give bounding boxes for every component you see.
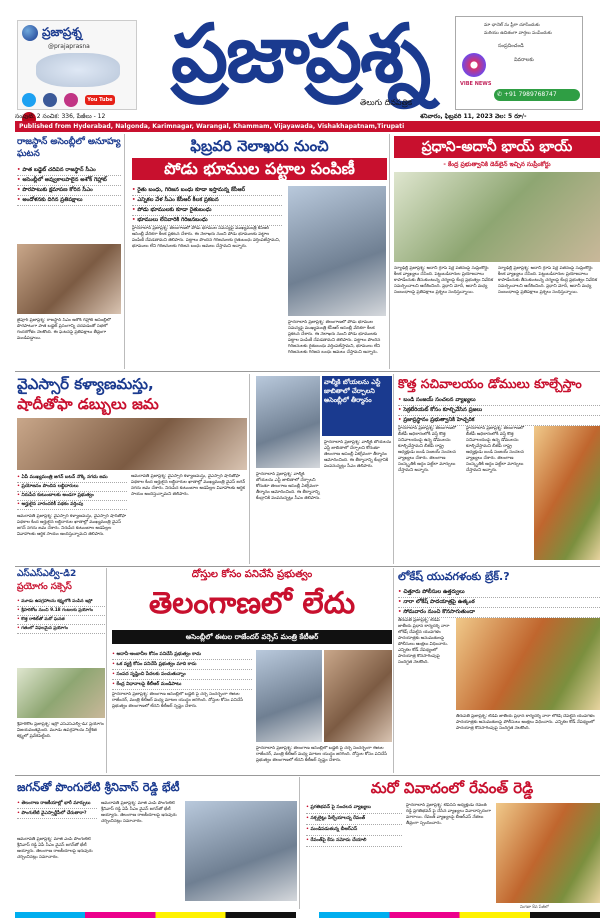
ad-line-3: సంప్రదించండి <box>498 43 524 49</box>
bullet-item: • శ్రీహరికోట నుంచి 9.18 గంటలకు ప్రయోగం <box>17 607 105 616</box>
handle-text: @prajaprasna <box>48 43 90 50</box>
bullet-item: • పోడు భూములకు కూడా రైతుబంధు <box>132 206 282 216</box>
bullet-item: • సోమవారం నుంచి కొనసాగుతుందా <box>398 608 600 618</box>
date-line: శనివారం, ఫిబ్రవరి 11, 2023 వెల: 5 రూ/- <box>420 113 527 120</box>
published-bar <box>15 121 600 132</box>
photo-ktr <box>324 650 392 742</box>
bullet-item: • రైతు బంధు, గిరిజన బంధు కూడా ఇస్తామన్న కేసీఆర్ <box>132 186 282 196</box>
story-body-continued: అమరావతి ప్రజాప్రశ్న: వైఎస్సార్ కళ్యాణమస్తు, వైఎస్సార్ షాదీతోఫా పథకాల కింద అర్హులైన లబ్ధిదారుల ఖాతాల్లో ముఖ్యమంత్రి వైఎస్ జగన్ నగదు జమ చేశారు. నిరుపేద కుటుంబాల ఆడపిల్లల వివాహాలకు ఆర్థిక సాయం అందిస్తున్నామని తెలిపారు. <box>17 514 127 537</box>
photo-kcr-assembly <box>256 376 320 468</box>
story-bullets <box>17 474 127 510</box>
story-body-continued: అమరావతి ప్రజాప్రశ్న: మాజీ ఎంపీ పొంగులేటి శ్రీనివాస్ రెడ్డి ఏపీ సీఎం వైఎస్ జగన్‌తో భేటీ అయ్యారు. తెలంగాణ రాజకీయాలపై ఇరువురు చర్చించినట్లు సమాచారం. <box>101 801 177 824</box>
story-headline-2[interactable]: షాదీతోఫా డబ్బులు జమ <box>17 395 159 413</box>
photo-bandi-sanjay <box>534 426 600 560</box>
story-body-continued: న్యూఢిల్లీ ప్రజాప్రశ్న: అదానీ గ్రూప్ షేర్ల పతనంపై సుప్రీంకోర్టు కీలక వ్యాఖ్యలు చేసింది. పెట్టుబడిదారుల ప్రయోజనాలు కాపాడేందుకు తీసుకుంటున్న చర్యలపై కేంద్ర ప్రభుత్వం నివేదిక సమర్పించాలని ఆదేశించింది. ప్రధాని మోదీ, అదానీ మధ్య సంబంధాలపై ప్రతిపక్షాలు ప్రశ్నలు సంధిస్తున్నాయి. <box>498 266 598 295</box>
bullet-item: • నక్సలైట్లు పేల్చేయాలన్న రేవంత్ <box>306 814 402 825</box>
story-headline[interactable]: జగన్‌తో పొంగులేటి శ్రీనివాస్ రెడ్డి భేటీ <box>17 780 180 794</box>
small-logo-box <box>17 20 137 110</box>
globe-image <box>36 53 120 87</box>
registration-strip <box>15 912 600 918</box>
story-body: హైదరాబాద్ ప్రజాప్రశ్న: వాల్మీకి బోయలను ఎస్టీ జాబితాలో చేర్చాలని కోరుతూ తెలంగాణ అసెంబ్లీ ఏకగ్రీవంగా తీర్మానం ఆమోదించింది. ఈ తీర్మానాన్ని కేంద్రానికి పంపనున్నట్లు సీఎం తెలిపారు. <box>256 472 321 501</box>
bullet-item: • ఒక వ్యక్తి కోసం పనిచేసే ప్రభుత్వం మాది కాదు <box>112 660 252 670</box>
bullet-item: • మూడు ఉపగ్రహాలను కక్ష్యలోకి పంపిన ఇస్రో <box>17 598 105 607</box>
story-body: తిరుపతి ప్రజాప్రశ్న: టీడీపీ జాతీయ ప్రధాన కార్యదర్శి నారా లోకేష్ చేపట్టిన యువగళం పాదయాత్రకు అనుమతులపై పోలీసులు ఆంక్షలు విధించారు. ఎన్నికల కోడ్ నేపథ్యంలో పాదయాత్ర కొనసాగింపుపై సందిగ్ధత నెలకొంది. <box>398 618 450 665</box>
bullet-item: • భూములు లేనివారికి గిరిజనబంధు <box>132 216 282 226</box>
photo-gehlot <box>17 244 121 314</box>
story-body: హైదరాబాద్ ప్రజాప్రశ్న: టీపీసీసీ అధ్యక్షుడు రేవంత్ రెడ్డి ప్రగతిభవన్ పై చేసిన వ్యాఖ్యలు వివాదాస్పదంగా మారాయి. రేవంత్ వ్యాఖ్యలపై బీఆర్ఎస్ నేతలు తీవ్రంగా స్పందించారు. <box>406 803 491 826</box>
story-body: అమరావతి ప్రజాప్రశ్న: వైఎస్సార్ కళ్యాణమస్తు, వైఎస్సార్ షాదీతోఫా పథకాల కింద అర్హులైన లబ్ధిదారుల ఖాతాల్లో ముఖ్యమంత్రి వైఎస్ జగన్ నగదు జమ చేశారు. నిరుపేద కుటుంబాల ఆడపిల్లల వివాహాలకు ఆర్థిక సాయం అందిస్తున్నామని తెలిపారు. <box>131 474 246 497</box>
bullet-item: • పాత బడ్జెట్ చదివిన రాజస్థాన్ సీఎం <box>17 166 121 176</box>
bullet-item: • ఎన్నికల వేళ సీఎం కేసీఆర్ కీలక ప్రకటన <box>132 196 282 206</box>
story-headline[interactable]: మరో వివాదంలో రేవంత్ రెడ్డి <box>370 779 534 797</box>
bullet-item: • అసెంబ్లీలో అవ్వుకాలపాలైన అశోక్ గెహ్లాట్ <box>17 176 121 186</box>
story-body: శ్రీహరికోట ప్రజాప్రశ్న: ఇస్రో ఎస్ఎస్ఎల్వీ-డి2 ప్రయోగం విజయవంతమైంది. మూడు ఉపగ్రహాలను నిర్దేశిత కక్ష్యలో ప్రవేశపెట్టింది. <box>17 722 104 739</box>
story-body: జైపూర్ ప్రజాప్రశ్న: రాజస్థాన్ సీఎం అశోక్ గెహ్లాట్ అసెంబ్లీలో పొరపాటుగా పాత బడ్జెట్ ప్రసంగాన్ని చదవడంతో సభలో గందరగోళం నెలకొంది. ఈ ఘటనపై ప్రతిపక్షాలు తీవ్రంగా మండిపడ్డాయి. <box>17 318 111 341</box>
story-bullets <box>17 166 121 206</box>
story-bullets <box>306 803 402 847</box>
photo-rocket <box>17 668 105 718</box>
youtube-icon[interactable]: You Tube <box>87 96 113 103</box>
bullet-item: • నారా లోకేష్ పాదయాత్రపై ఉత్కంఠ <box>398 598 600 608</box>
bullet-item: • నిరుపేద కుటుంబాలకు అండగా ప్రభుత్వం <box>17 492 127 501</box>
story-bullets <box>132 186 282 226</box>
photo-lokesh <box>456 618 600 710</box>
facebook-icon[interactable] <box>43 93 57 107</box>
globe-icon <box>22 25 38 41</box>
ad-phone <box>494 89 580 101</box>
masthead <box>0 0 615 132</box>
story-bullets <box>17 799 97 819</box>
story-body: అమరావతి ప్రజాప్రశ్న: మాజీ ఎంపీ పొంగులేటి శ్రీనివాస్ రెడ్డి ఏపీ సీఎం వైఎస్ జగన్‌తో భేటీ అయ్యారు. తెలంగాణ రాజకీయాలపై ఇరువురు చర్చించినట్లు సమాచారం. <box>17 837 93 860</box>
story-headline[interactable]: ఎస్ఎస్ఎల్వీ-డి2 <box>17 569 77 579</box>
story-headline[interactable]: ప్రధాని-అదానీ భాయ్ భాయ్ <box>394 136 600 158</box>
story-ysr[interactable] <box>15 374 250 564</box>
bullet-item: • మండిపడుతున్న బీఆర్ఎస్ <box>306 825 402 836</box>
bullet-item: • అందోళనకు దిగిన ప్రతిపక్షాలు <box>17 196 121 206</box>
bullet-item: • గతంలో విఫలమైన ప్రయోగం <box>17 625 105 634</box>
bullet-item: • అర్హులైన వారందరికీ పథకం వర్తింపు <box>17 501 127 510</box>
story-body: హైదరాబాద్ ప్రజాప్రశ్న: తెలంగాణ అసెంబ్లీలో బడ్జెట్ పై చర్చ సందర్భంగా ఈటల రాజేందర్, మంత్రి కేటీఆర్ మధ్య మాటల యుద్ధం జరిగింది. దోస్తుల కోసం పనిచేసే ప్రభుత్వం తెలంగాణలో లేదని కేటీఆర్ స్పష్టం చేశారు. <box>112 692 244 709</box>
masthead-subtitle: తెలుగు దినపత్రిక <box>360 98 413 107</box>
story-kicker: దోస్తుల కోసం పనిచేసే ప్రభుత్వం <box>191 569 313 580</box>
bullet-item: • చిత్తూరు పోలీసుల ఉత్తర్వులు <box>398 588 600 598</box>
story-subhead: అసెంబ్లీలో ఈటల రాజేందర్ వర్సెస్ మంత్రి కేటీఆర్ <box>112 630 392 644</box>
bullet-item: • రేవంత్‌పై కేసు నమోదు చేయాలి <box>306 836 402 847</box>
phone-icon: ✆ <box>497 91 504 98</box>
published-from: Published from Hyderabad, Nalgonda, Karimnagar, Warangal, Khammam, Vijayawada, Vishakhapatnam,Tirupati <box>19 123 405 130</box>
story-revanth[interactable] <box>304 777 600 909</box>
story-body-continued: హైదరాబాద్ ప్రజాప్రశ్న: తెలంగాణలో బీజేపీ అధికారంలోకి వస్తే కొత్త సచివాలయంపై ఉన్న డోములను కూల్చివేస్తామని బీజేపీ రాష్ట్ర అధ్యక్షుడు బండి సంజయ్ సంచలన వ్యాఖ్యలు చేశారు. తెలంగాణ సంస్కృతికి అద్దం పట్టేలా మార్పులు చేస్తామని అన్నారు. <box>466 426 525 473</box>
story-subhead: - కేంద్ర ప్రభుత్వానికి డెడ్‌లైన్ ఇచ్చిన సుప్రీంకోర్టు <box>443 161 551 168</box>
bullet-item: • కొత్త రాకెట్‌తో మరో ఘనత <box>17 616 105 625</box>
story-jagan-ponguleti[interactable] <box>15 777 300 909</box>
bullet-item: • బండి సంజయ్ సంచలన వ్యాఖ్యలు <box>398 396 600 406</box>
bullet-item: • ప్రగతిభవన్ పై సంచలన వ్యాఖ్యలు <box>306 803 402 814</box>
continued-note: మిగతా 8వ పేజీలో <box>520 904 549 909</box>
bullet-item: • కేంద్ర విధానాలపై కేటీఆర్ మండిపాటు <box>112 680 252 690</box>
photo-supreme-court <box>394 172 600 262</box>
story-headline[interactable]: వైఎస్సార్ కళ్యాణమస్తు, <box>17 375 154 393</box>
ad-line-1: మా ఛానెల్ ను ఫ్రీగా చూసేందుకు <box>484 23 540 28</box>
story-bullets <box>17 598 105 634</box>
ad-brand: VIBE NEWS <box>460 81 492 87</box>
story-bullets <box>398 396 600 426</box>
advertisement[interactable] <box>455 16 583 110</box>
photo-revanth <box>496 803 600 903</box>
story-body-continued: హైదరాబాద్ ప్రజాప్రశ్న: తెలంగాణ అసెంబ్లీలో బడ్జెట్ పై చర్చ సందర్భంగా ఈటల రాజేందర్, మంత్రి కేటీఆర్ మధ్య మాటల యుద్ధం జరిగింది. దోస్తుల కోసం పనిచేసే ప్రభుత్వం తెలంగాణలో లేదని కేటీఆర్ స్పష్టం చేశారు. <box>256 746 388 763</box>
bullet-item: • పొంగులేటి వైఎస్సార్టీపీలో చేరుతారా? <box>17 809 97 819</box>
divider <box>15 371 600 372</box>
story-body-continued: హైదరాబాద్ ప్రజాప్రశ్న: వాల్మీకి బోయలను ఎస్టీ జాబితాలో చేర్చాలని కోరుతూ తెలంగాణ అసెంబ్లీ ఏకగ్రీవంగా తీర్మానం ఆమోదించింది. ఈ తీర్మానాన్ని కేంద్రానికి పంపనున్నట్లు సీఎం తెలిపారు. <box>324 440 392 469</box>
ad-phone-number: +91 7989768747 <box>503 91 557 98</box>
bullet-item: • అదానీ-అంబానీల కోసం పనిచేసే ప్రభుత్వం కాదు <box>112 650 252 660</box>
story-sslv[interactable] <box>15 568 107 773</box>
bullet-item: • ప్రయోజనం పొందిన లబ్ధిదారులు <box>17 483 127 492</box>
story-body-continued: హైదరాబాద్ ప్రజాప్రశ్న: తెలంగాణలో పోడు భూముల సమస్యపై ముఖ్యమంత్రి కేసీఆర్ అసెంబ్లీ వేదికగా కీలక ప్రకటన చేశారు. ఈ నెలాఖరు నుంచి పోడు భూములకు పట్టాల పంపిణీ చేపడతామని తెలిపారు. పట్టాలు పొందిన గిరిజనులకు రైతుబంధు వర్తింపజేస్తామని, భూములు లేని గిరిజనులకు గిరిజన బంధు అమలు చేస్తామని అన్నారు. <box>288 320 381 355</box>
divider <box>15 775 600 776</box>
bullet-item: • తెలంగాణ రాజకీయాల్లో భారీ మార్పులు <box>17 799 97 809</box>
story-headline[interactable]: రాజస్థాన్ అసెంబ్లీలో అనూహ్య ఘటన <box>17 137 121 159</box>
bullet-item: • ప్రజాప్రస్థానం ప్రభుత్వానికి హెచ్చరిక <box>398 416 600 426</box>
story-headline[interactable]: వాల్మీకి బోయలను ఎస్టీ జాబితాలో చేర్చాలని అసెంబ్లీలో తీర్మానం <box>322 376 392 436</box>
instagram-icon[interactable] <box>64 93 78 107</box>
ad-line-2: మరియు ఉచితంగా వార్తలు పంపేందుకు <box>484 31 552 36</box>
story-headline[interactable]: కొత్త సచివాలయం డోములు కూల్చేస్తాం <box>398 376 582 391</box>
twitter-icon[interactable] <box>22 93 36 107</box>
bullet-item: • సంపద సృష్టించి పేదలకు పంచుతున్నాం <box>112 670 252 680</box>
story-bullets <box>398 588 600 618</box>
small-logo-text: ప్రజాప్రశ్న <box>42 25 82 39</box>
story-telangana[interactable] <box>110 568 394 773</box>
bullet-item: • పొరపాటుకు క్షమాపణ కోరిన సీఎం <box>17 186 121 196</box>
social-icons-row <box>22 89 134 107</box>
photo-jagan-ponguleti <box>185 801 297 901</box>
story-body: హైదరాబాద్ ప్రజాప్రశ్న: తెలంగాణలో పోడు భూముల సమస్యపై ముఖ్యమంత్రి కేసీఆర్ అసెంబ్లీ వేదికగా కీలక ప్రకటన చేశారు. ఈ నెలాఖరు నుంచి పోడు భూములకు పట్టాల పంపిణీ చేపడతామని తెలిపారు. పట్టాలు పొందిన గిరిజనులకు రైతుబంధు వర్తింపజేస్తామని, భూములు లేని గిరిజనులకు గిరిజన బంధు అమలు చేస్తామని అన్నారు. <box>132 226 281 249</box>
divider <box>15 566 600 567</box>
story-body-continued: తిరుపతి ప్రజాప్రశ్న: టీడీపీ జాతీయ ప్రధాన కార్యదర్శి నారా లోకేష్ చేపట్టిన యువగళం పాదయాత్రకు అనుమతులపై పోలీసులు ఆంక్షలు విధించారు. ఎన్నికల కోడ్ నేపథ్యంలో పాదయాత్ర కొనసాగింపుపై సందిగ్ధత నెలకొంది. <box>456 714 595 731</box>
story-lokesh[interactable] <box>398 568 600 773</box>
story-body: న్యూఢిల్లీ ప్రజాప్రశ్న: అదానీ గ్రూప్ షేర్ల పతనంపై సుప్రీంకోర్టు కీలక వ్యాఖ్యలు చేసింది. పెట్టుబడిదారుల ప్రయోజనాలు కాపాడేందుకు తీసుకుంటున్న చర్యలపై కేంద్ర ప్రభుత్వం నివేదిక సమర్పించాలని ఆదేశించింది. ప్రధాని మోదీ, అదానీ మధ్య సంబంధాలపై ప్రతిపక్షాలు ప్రశ్నలు సంధిస్తున్నాయి. <box>394 266 494 295</box>
story-headline[interactable]: పోడు భూముల పట్టాల పంపిణీ <box>132 158 387 180</box>
story-valmiki[interactable] <box>254 374 394 564</box>
story-secretariat[interactable] <box>398 374 600 564</box>
story-podu[interactable] <box>128 134 390 369</box>
bullet-item: • ఏపీ ముఖ్యమంత్రి జగన్ బటన్ నొక్కి నగదు జమ <box>17 474 127 483</box>
story-body: హైదరాబాద్ ప్రజాప్రశ్న: తెలంగాణలో బీజేపీ అధికారంలోకి వస్తే కొత్త సచివాలయంపై ఉన్న డోములను కూల్చివేస్తామని బీజేపీ రాష్ట్ర అధ్యక్షుడు బండి సంజయ్ సంచలన వ్యాఖ్యలు చేశారు. తెలంగాణ సంస్కృతికి అద్దం పట్టేలా మార్పులు చేస్తామని అన్నారు. <box>398 426 457 473</box>
story-rajasthan[interactable] <box>15 134 125 369</box>
masthead-title: ప్రజాప్రశ్న <box>171 7 429 100</box>
story-headline[interactable]: తెలంగాణలో లేదు <box>148 586 356 621</box>
story-headline[interactable]: లోకేష్ యువగళంకు బ్రేక్.? <box>398 570 510 583</box>
photo-jagan-event <box>17 418 247 470</box>
story-headline-2[interactable]: ప్రయోగం సక్సెస్ <box>17 582 72 592</box>
story-adani[interactable] <box>394 134 600 369</box>
bullet-item: • సెక్రటేరియట్ కోసం కూల్చివేసిన ప్రజలు <box>398 406 600 416</box>
story-kicker: ఫిబ్రవరి నెలాఖరు నుంచి <box>190 137 329 155</box>
ad-line-4: వివరాలకు <box>514 57 534 63</box>
vibe-logo-icon <box>462 53 486 77</box>
photo-etela <box>256 650 322 742</box>
story-bullets <box>112 650 252 690</box>
photo-kcr <box>288 186 386 316</box>
issue-line: సంపుటి: 2 సంచిక: 336, పేజీలు - 12 <box>15 113 106 120</box>
